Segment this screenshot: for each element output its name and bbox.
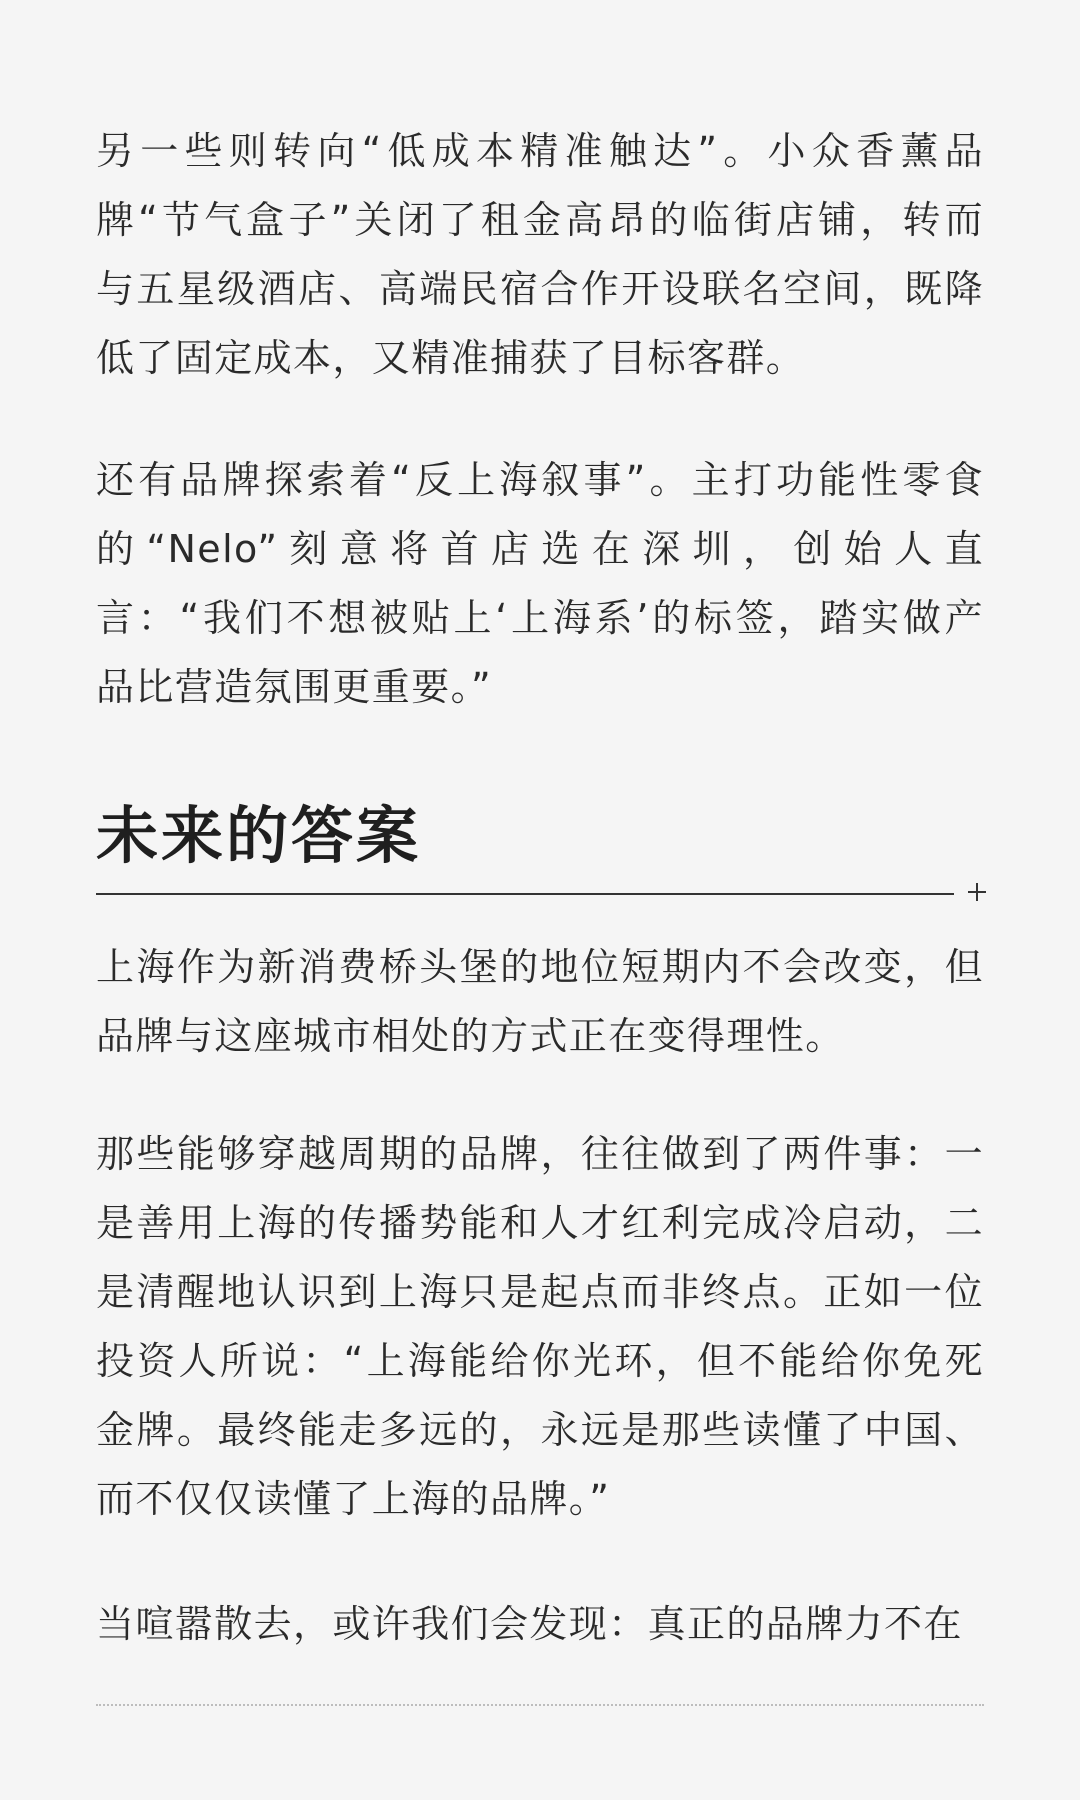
text-line: 还有品牌探索着“反上海叙事”。主打功能性零食 [96,458,984,502]
text-line: 当喧嚣散去，或许我们会发现：真正的品牌力不在 [96,1602,963,1646]
text-line: 金牌。最终能走多远的，永远是那些读懂了中国、 [96,1408,984,1452]
heading-divider [96,893,954,895]
text-line: 是善用上海的传播势能和人才红利完成冷启动，二 [96,1201,984,1245]
paragraph-future-position [96,933,984,1071]
text-line: 投资人所说：“上海能给你光环，但不能给你免死 [96,1339,984,1383]
text-line: 上海作为新消费桥头堡的地位短期内不会改变，但 [96,945,984,989]
text-line: 而不仅仅读懂了上海的品牌。” [96,1477,611,1521]
text-line: 品比营造氛围更重要。” [96,665,493,709]
text-line: 是清醒地认识到上海只是起点而非终点。正如一位 [96,1270,984,1314]
paragraph-surviving-brands [96,1120,984,1534]
text-line: 低了固定成本，又精准捕获了目标客群。 [96,336,806,380]
text-line: 言：“我们不想被贴上‘上海系’的标签，踏实做产 [96,596,984,640]
text-line: 的“Nelo”刻意将首店选在深圳，创始人直 [96,527,984,571]
text-line: 与五星级酒店、高端民宿合作开设联名空间，既降 [96,267,984,311]
paragraph-low-cost-reach [96,117,984,393]
plus-icon [966,881,988,903]
text-line: 那些能够穿越周期的品牌，往往做到了两件事：一 [96,1132,984,1176]
text-line: 品牌与这座城市相处的方式正在变得理性。 [96,1014,845,1058]
text-line: 另一些则转向“低成本精准触达”。小众香薰品 [96,129,984,173]
paragraph-closing [96,1590,984,1659]
paragraph-anti-shanghai [96,446,984,722]
section-heading: 未来的答案 [96,799,422,872]
text-line: 牌“节气盒子”关闭了租金高昂的临街店铺，转而 [96,198,984,242]
dotted-divider [96,1704,984,1706]
